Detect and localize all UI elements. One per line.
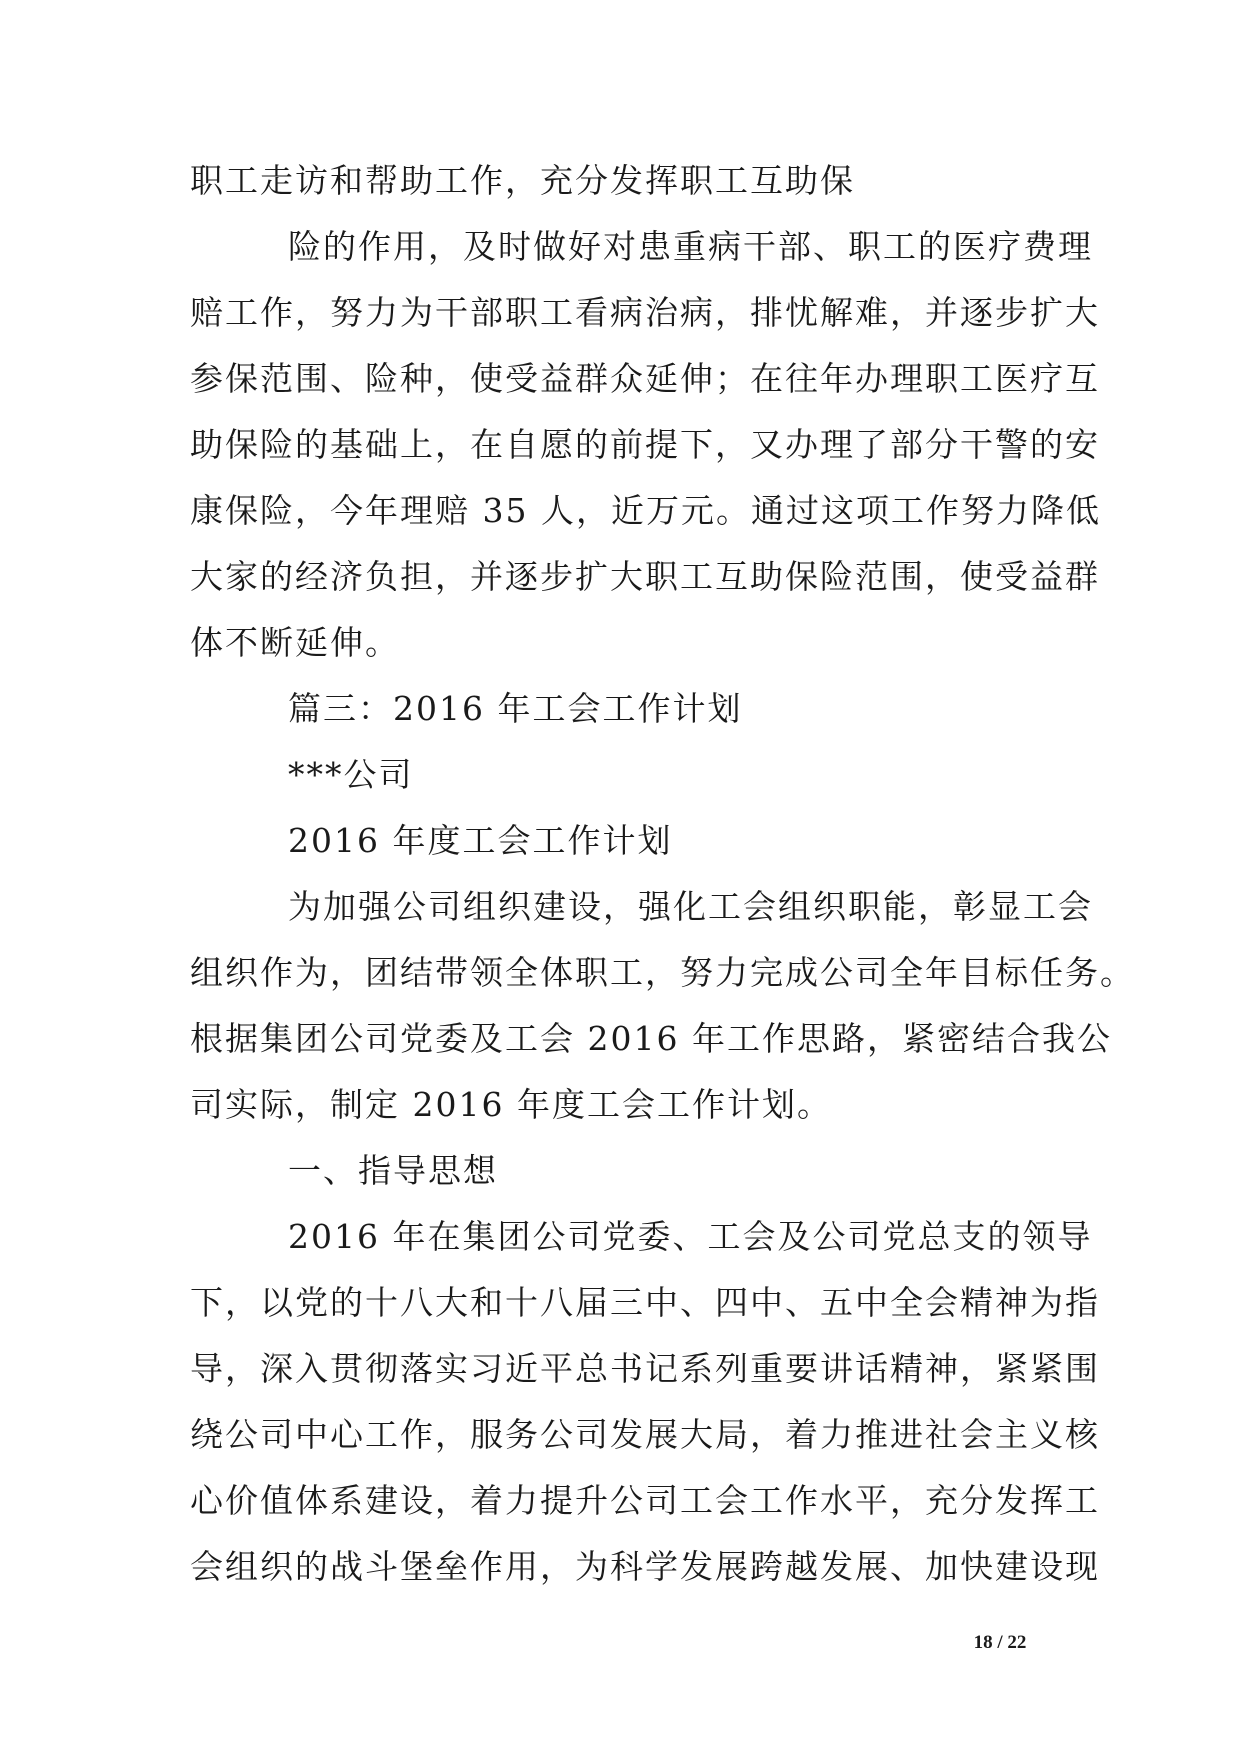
text-line: 助保险的基础上，在自愿的前提下，又办理了部分干警的安 (190, 425, 1100, 464)
body-text (190, 148, 1135, 1600)
text-line: 康保险，今年理赔 35 人，近万元。通过这项工作努力降低 (190, 491, 1101, 530)
text-line: 大家的经济负担，并逐步扩大职工互助保险范围，使受益群 (190, 557, 1100, 596)
text-line: 篇三：2016 年工会工作计划 (288, 689, 743, 728)
text-line: 组织作为，团结带领全体职工，努力完成公司全年目标任务。 (190, 953, 1135, 992)
page-number: 18 / 22 (973, 1632, 1027, 1653)
text-line: 下，以党的十八大和十八届三中、四中、五中全会精神为指 (190, 1283, 1100, 1322)
text-line: 2016 年在集团公司党委、工会及公司党总支的领导 (288, 1217, 1093, 1256)
text-line: 为加强公司组织建设，强化工会组织职能，彰显工会 (288, 887, 1093, 926)
text-line: 一、指导思想 (288, 1151, 498, 1190)
text-line: 险的作用，及时做好对患重病干部、职工的医疗费理 (288, 227, 1093, 266)
text-line: 司实际，制定 2016 年度工会工作计划。 (190, 1085, 832, 1124)
text-line: 导，深入贯彻落实习近平总书记系列重要讲话精神，紧紧围 (190, 1349, 1100, 1388)
text-line: 参保范围、险种，使受益群众延伸；在往年办理职工医疗互 (190, 359, 1100, 398)
text-line: 职工走访和帮助工作，充分发挥职工互助保 (190, 161, 855, 200)
text-line: 心价值体系建设，着力提升公司工会工作水平，充分发挥工 (190, 1481, 1100, 1520)
text-line: 2016 年度工会工作计划 (288, 821, 673, 860)
text-line: 根据集团公司党委及工会 2016 年工作思路，紧密结合我公 (190, 1019, 1112, 1058)
text-line: 体不断延伸。 (190, 623, 400, 662)
text-line: ***公司 (288, 755, 414, 794)
text-line: 会组织的战斗堡垒作用，为科学发展跨越发展、加快建设现 (190, 1547, 1100, 1586)
text-line: 赔工作，努力为干部职工看病治病，排忧解难，并逐步扩大 (190, 293, 1100, 332)
text-line: 绕公司中心工作，服务公司发展大局，着力推进社会主义核 (190, 1415, 1100, 1454)
